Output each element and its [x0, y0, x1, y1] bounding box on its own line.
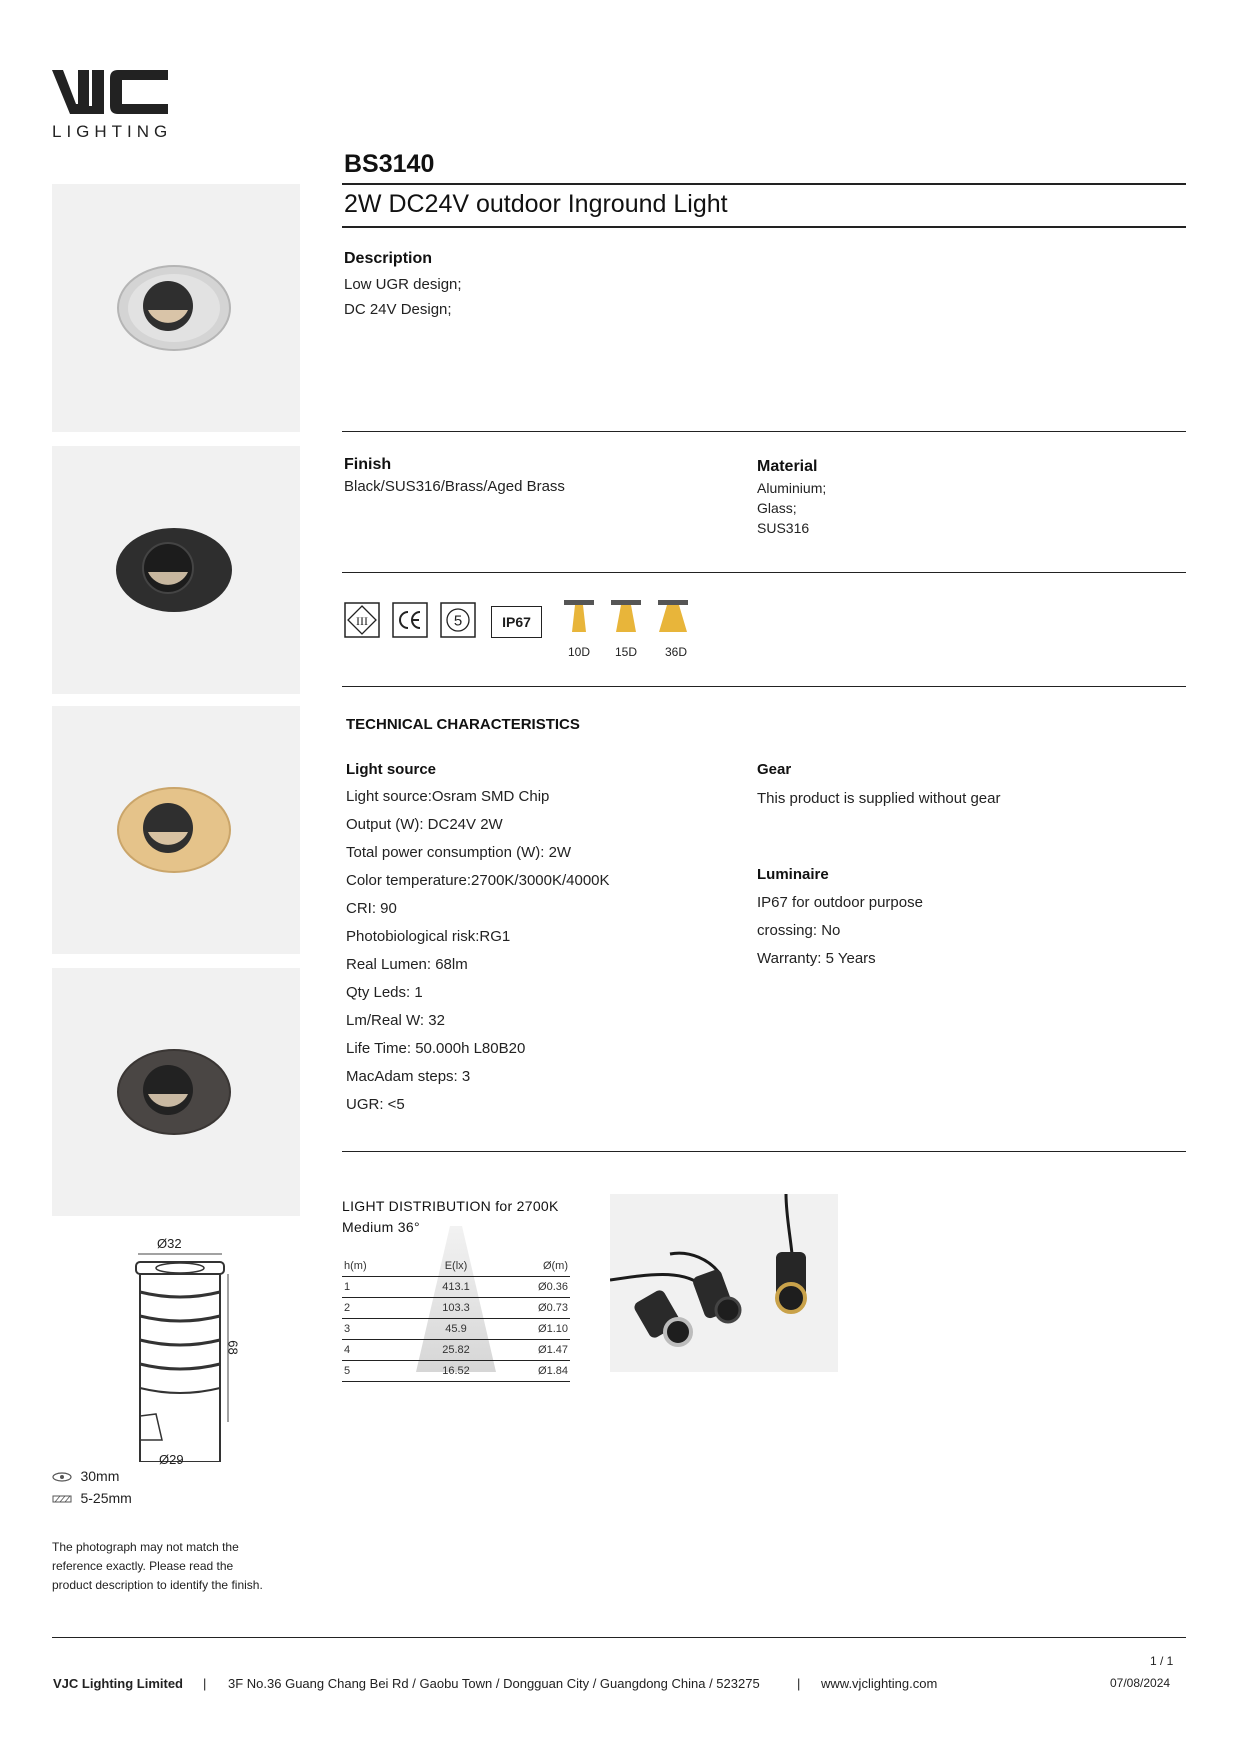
luminaire-item: crossing: No — [757, 922, 841, 939]
spec-item: CRI: 90 — [346, 900, 397, 917]
footer-date: 07/08/2024 — [1110, 1676, 1171, 1690]
eye-cutout-icon — [52, 1470, 72, 1484]
spec-item: Qty Leds: 1 — [346, 984, 423, 1001]
svg-text:III: III — [356, 614, 368, 628]
footer-address: 3F No.36 Guang Chang Bei Rd / Gaobu Town / Dongguan City / Guangdong China / 523275 — [228, 1676, 760, 1691]
page-number: 1 / 1 — [1150, 1654, 1174, 1668]
luminaire-label: Luminaire — [757, 866, 829, 883]
product-group-photo — [610, 1194, 838, 1372]
five-circle-icon — [440, 602, 476, 643]
gear-text: This product is supplied without gear — [757, 790, 1001, 807]
spec-item: MacAdam steps: 3 — [346, 1068, 471, 1085]
subtitle-divider — [342, 226, 1186, 228]
luminaire-item: Warranty: 5 Years — [757, 950, 876, 967]
technical-title: TECHNICAL CHARACTERISTICS — [346, 716, 580, 733]
cutout-row — [52, 1468, 119, 1486]
beam-label-10d: 10D — [567, 645, 590, 659]
table-row: 3 45.9 Ø1.10 — [342, 1319, 570, 1340]
gear-label: Gear — [757, 761, 792, 778]
photo-disclaimer: The photograph may not match the reference exactly. Please read the product description to identify the finish. — [52, 1540, 263, 1592]
class-iii-icon — [344, 602, 380, 643]
beam-10d-icon — [562, 598, 596, 643]
section-divider — [342, 572, 1186, 573]
light-source-label: Light source — [346, 761, 437, 778]
distribution-table — [342, 1256, 570, 1382]
footer-separator: | — [203, 1676, 207, 1691]
spec-item: Color temperature:2700K/3000K/4000K — [346, 872, 610, 889]
spec-item: Life Time: 50.000h L80B20 — [346, 1040, 526, 1057]
product-photo-brass — [52, 706, 300, 954]
section-divider — [342, 431, 1186, 432]
table-header: h(m) E(lx) Ø(m) — [342, 1256, 570, 1277]
dimension-drawing-icon — [52, 1232, 302, 1462]
footer-company: VJC Lighting Limited — [53, 1676, 183, 1691]
dim-height: 68 — [225, 1340, 241, 1355]
header-divider — [342, 183, 1186, 185]
cutout-value: 30mm — [80, 1468, 120, 1484]
table-row: 1 413.1 Ø0.36 — [342, 1277, 570, 1298]
section-divider — [342, 686, 1186, 687]
luminaire-item: IP67 for outdoor purpose — [757, 894, 923, 911]
table-row: 2 103.3 Ø0.73 — [342, 1298, 570, 1319]
ceiling-thickness-icon — [52, 1492, 72, 1506]
logo-subtitle: LIGHTING — [52, 122, 173, 141]
dim-bottom-diameter: Ø29 — [159, 1452, 184, 1467]
product-photo-aluminium — [52, 184, 300, 432]
footer-separator: | — [797, 1676, 801, 1691]
spec-item: UGR: <5 — [346, 1096, 405, 1113]
spec-item: Photobiological risk:RG1 — [346, 928, 511, 945]
svg-text:5: 5 — [453, 612, 463, 630]
spec-item: Total power consumption (W): 2W — [346, 844, 572, 861]
ip-rating-badge: IP67 — [491, 606, 542, 638]
finish-value: Black/SUS316/Brass/Aged Brass — [344, 478, 565, 495]
thickness-row — [52, 1490, 132, 1508]
footer-divider — [52, 1637, 1186, 1638]
finish-label: Finish — [344, 456, 392, 473]
material-values: Aluminium; Glass; SUS316 — [757, 480, 827, 536]
table-row: 5 16.52 Ø1.84 — [342, 1361, 570, 1382]
spec-item: Real Lumen: 68lm — [346, 956, 468, 973]
dimension-drawing — [52, 1232, 302, 1462]
dim-top-diameter: Ø32 — [157, 1236, 182, 1251]
beam-36d-icon — [656, 598, 690, 643]
beam-15d-icon — [609, 598, 643, 643]
product-photo-black — [52, 446, 300, 694]
section-divider — [342, 1151, 1186, 1152]
thickness-value: 5-25mm — [80, 1490, 132, 1506]
description-label: Description — [344, 250, 433, 267]
product-photo-aged-brass — [52, 968, 300, 1216]
logo-mark-icon — [52, 70, 168, 122]
brand-logo — [52, 70, 168, 122]
spec-item: Lm/Real W: 32 — [346, 1012, 445, 1029]
beam-label-36d: 36D — [664, 645, 687, 659]
spec-item: Output (W): DC24V 2W — [346, 816, 503, 833]
product-subtitle: 2W DC24V outdoor Inground Light — [344, 190, 728, 218]
spec-item: Light source:Osram SMD Chip — [346, 788, 550, 805]
distribution-title: LIGHT DISTRIBUTION for 2700K Medium 36° — [342, 1198, 559, 1235]
product-group-image — [610, 1194, 838, 1372]
beam-label-15d: 15D — [614, 645, 637, 659]
description-text: Low UGR design; DC 24V Design; — [344, 276, 462, 318]
footer-website-link[interactable]: www.vjclighting.com — [821, 1676, 938, 1691]
material-label: Material — [757, 458, 818, 475]
table-row: 4 25.82 Ø1.47 — [342, 1340, 570, 1361]
product-code: BS3140 — [344, 150, 435, 178]
ce-mark-icon — [392, 602, 428, 643]
